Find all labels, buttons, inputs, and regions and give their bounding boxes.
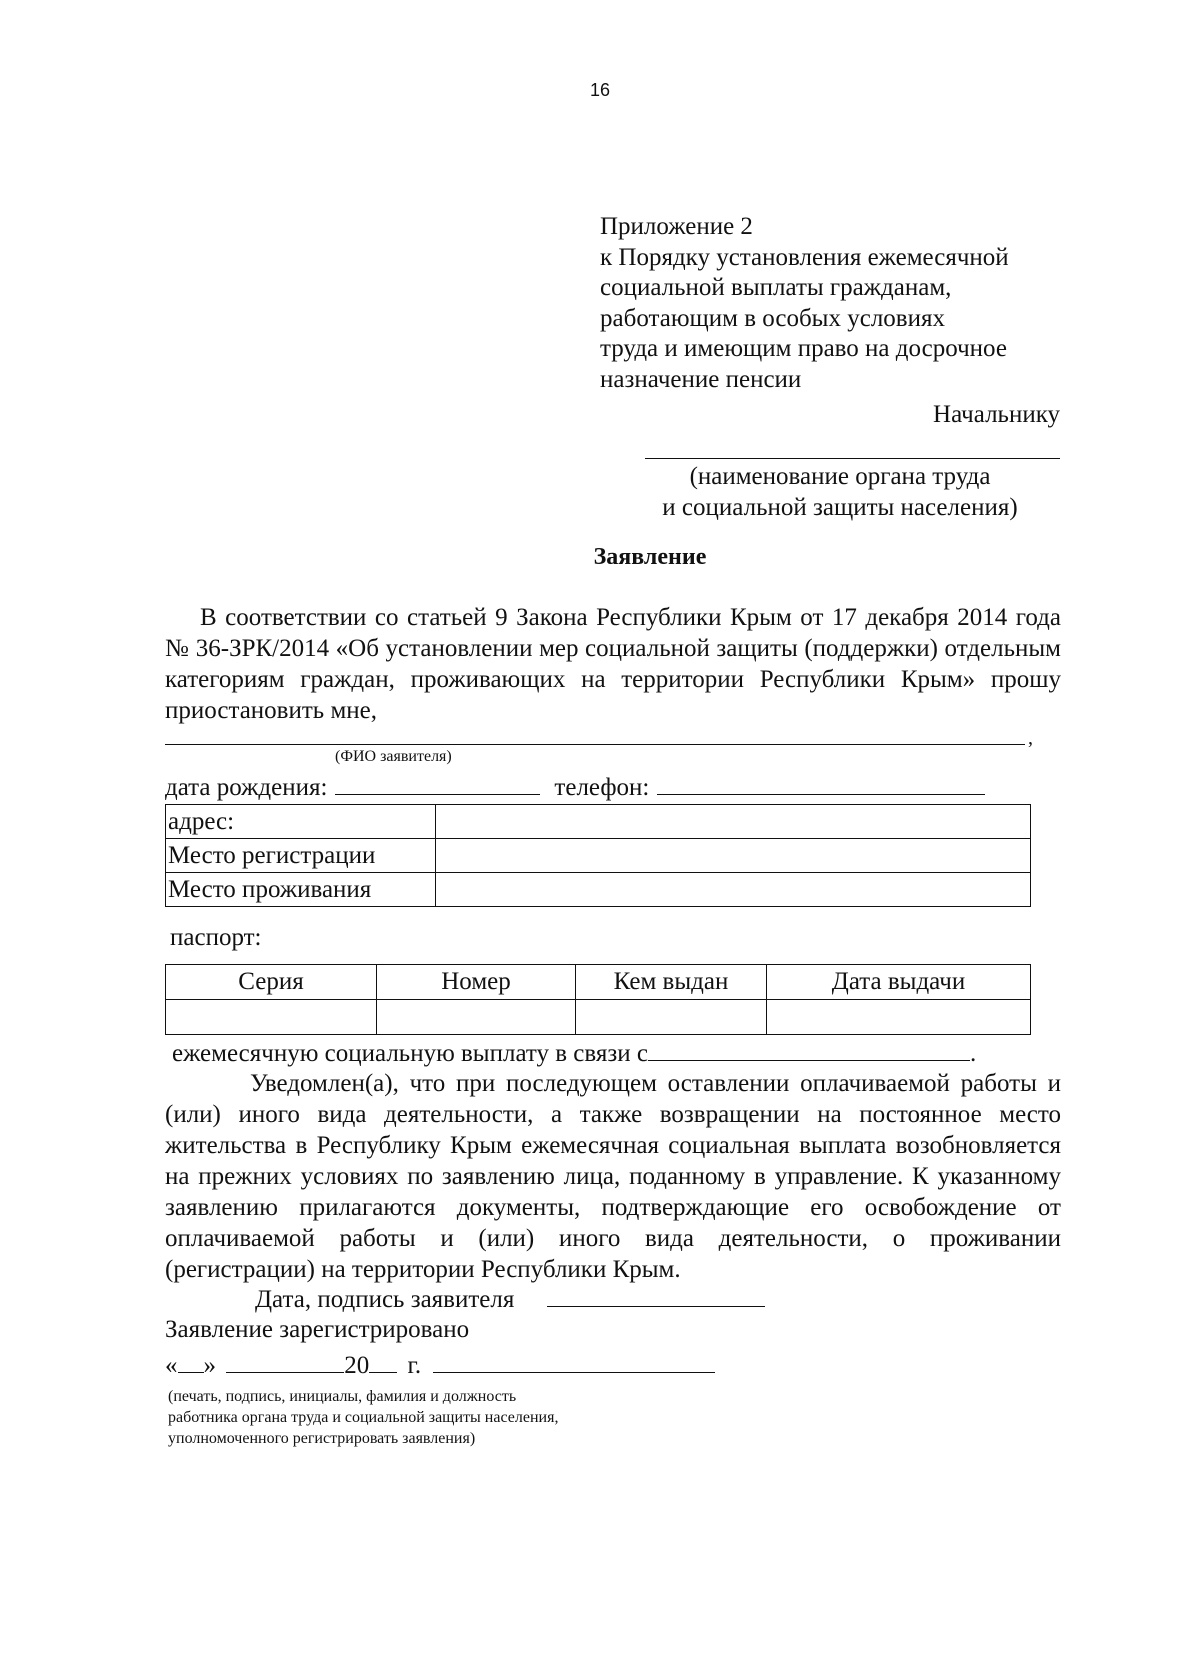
registration-date-row [165, 1350, 715, 1380]
birth-date-label: дата рождения: [165, 774, 328, 801]
annex-line: труда и имеющим право на досрочное [600, 335, 1007, 362]
addressee-block [600, 400, 1060, 523]
reason-row [172, 1038, 976, 1068]
passport-number-header: Номер [377, 965, 576, 1000]
residence-field[interactable] [436, 873, 1031, 907]
addressee-to: Начальнику [933, 401, 1060, 428]
passport-number-field[interactable] [377, 1000, 576, 1035]
passport-issuer-header: Кем выдан [576, 965, 767, 1000]
birth-date-field[interactable] [335, 772, 540, 795]
authority-caption-line: и социальной защиты населения) [662, 494, 1018, 521]
annex-line: к Порядку установления ежемесячной [600, 243, 1009, 271]
authority-caption-line: (наименование органа труда [689, 463, 991, 490]
table-row [166, 805, 1031, 839]
passport-issuer-field[interactable] [576, 1000, 767, 1035]
birth-phone-row [165, 772, 985, 802]
annex-line: работающим в особых условиях [600, 304, 945, 332]
date-close-quote: » [203, 1352, 216, 1379]
registration-note-line: (печать, подпись, инициалы, фамилия и должность [168, 1388, 517, 1405]
table-row [166, 873, 1031, 907]
residence-label: Место проживания [166, 873, 436, 907]
applicant-name-field[interactable] [165, 718, 1033, 749]
registered-label: Заявление зарегистрировано [165, 1316, 470, 1343]
application-paragraph: В соответствии со статьей 9 Закона Республики Крым от 17 декабря 2014 года № 36-ЗРК/2014 «Об установлении мер социальной защиты (поддержки) отдельным категориям граждан, проживающих на территории Республики Крым» прошу приостановить мне, [165, 604, 1061, 724]
reason-label: ежемесячную социальную выплату в связи с [172, 1040, 648, 1067]
passport-series-header: Серия [166, 965, 377, 1000]
table-row [166, 839, 1031, 873]
phone-field[interactable] [657, 772, 985, 795]
address-table [165, 804, 1031, 907]
applicant-name-caption: (ФИО заявителя) [335, 748, 452, 765]
signature-field[interactable] [547, 1284, 765, 1307]
registration-field[interactable] [436, 839, 1031, 873]
fio-comma: , [1028, 727, 1033, 749]
annex-line: социальной выплаты гражданам, [600, 274, 952, 301]
registration-month-field[interactable] [226, 1350, 344, 1373]
passport-series-field[interactable] [166, 1000, 377, 1035]
signature-label: Дата, подпись заявителя [255, 1286, 515, 1313]
passport-table [165, 964, 1031, 1035]
registration-note-line: уполномоченного регистрировать заявления) [168, 1430, 476, 1447]
reason-end: . [969, 1040, 977, 1067]
registration-note-line: работника органа труда и социальной защиты населения, [168, 1409, 559, 1426]
passport-issue-date-field[interactable] [767, 1000, 1031, 1035]
registration-label: Место регистрации [166, 839, 436, 873]
phone-label: телефон: [554, 774, 650, 801]
authority-name-field[interactable] [645, 430, 1060, 459]
document-title: Заявление [593, 544, 707, 570]
annex-line: Приложение 2 [600, 213, 753, 240]
address-field[interactable] [436, 805, 1031, 839]
page-number: 16 [589, 80, 611, 100]
notice-paragraph: Уведомлен(а), что при последующем оставлении оплачиваемой работы и (или) иного вида деятельности, а также возвращении на постоянное место жительства в Республику Крым ежемесячная социальная выплата возобновляется на прежних условиях по заявлению лица, поданному в управление. К указанному заявлению прилагаются документы, подтверждающие его освобождение от оплачиваемой работы и (или) иного вида деятельности, о проживании (регистрации) на территории Республики Крым. [165, 1070, 1061, 1283]
date-open-quote: « [165, 1352, 178, 1379]
passport-issue-date-header: Дата выдачи [767, 965, 1031, 1000]
annex-line: назначение пенсии [600, 365, 802, 393]
registration-year-field[interactable] [369, 1350, 397, 1373]
registrar-signature-field[interactable] [433, 1350, 715, 1373]
address-label: адрес: [166, 805, 436, 839]
registration-day-field[interactable] [178, 1350, 204, 1373]
annex-block [600, 212, 1009, 395]
registration-note [168, 1386, 558, 1449]
passport-label: паспорт: [170, 924, 262, 951]
year-prefix: 20 [344, 1352, 370, 1379]
table-header-row [166, 965, 1031, 1000]
reason-field[interactable] [648, 1038, 970, 1061]
year-suffix: г. [407, 1352, 422, 1379]
signature-row [255, 1284, 765, 1314]
authority-caption [600, 461, 1060, 523]
table-row [166, 1000, 1031, 1035]
